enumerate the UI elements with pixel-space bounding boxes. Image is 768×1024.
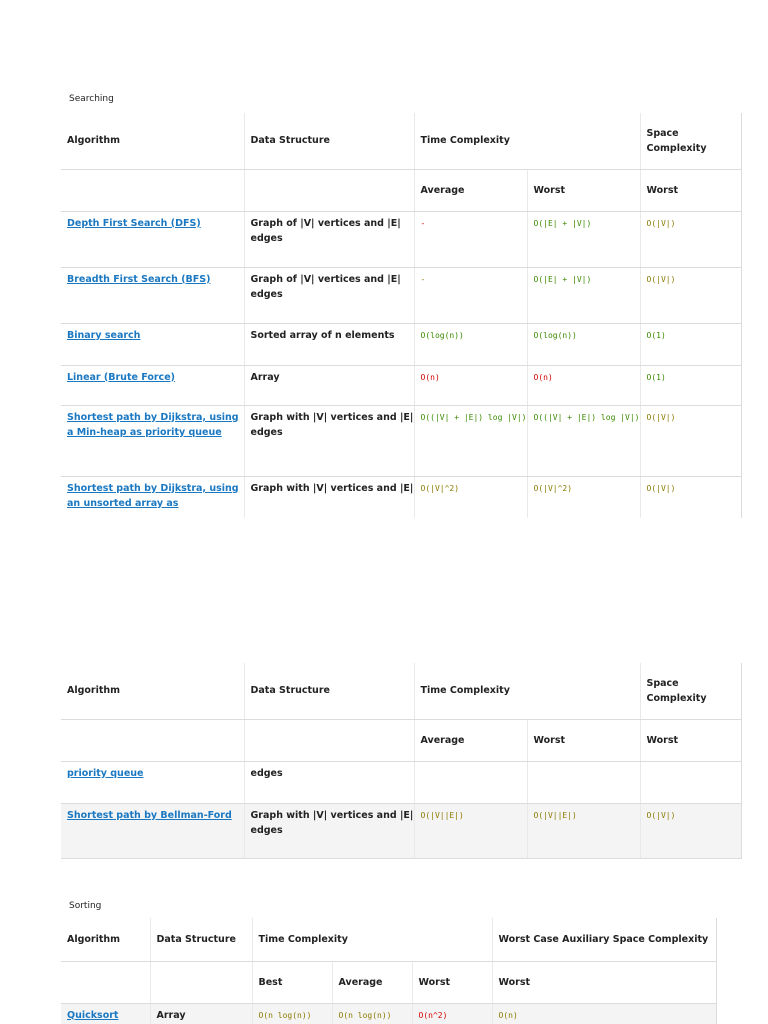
subheader-row	[61, 719, 741, 761]
space-complexity: O(|V|)	[646, 412, 676, 422]
sorting-caption: Sorting	[69, 901, 102, 911]
subheader-average: Average	[414, 719, 527, 761]
subheader-empty	[61, 719, 244, 761]
average-complexity: O(n log(n))	[338, 1010, 392, 1020]
sorting-table-viewport	[0, 918, 768, 1024]
worst-complexity: O(|V|^2)	[533, 483, 573, 493]
average-complexity: O(|V||E|)	[420, 810, 464, 820]
data-structure-cell: edges	[244, 761, 414, 803]
searching-caption: Searching	[69, 94, 114, 104]
header-time-complexity: Time Complexity	[414, 113, 640, 169]
subheader-space-worst: Worst	[640, 719, 741, 761]
algorithm-link[interactable]: Shortest path by Dijkstra, using an unsorted array as	[67, 482, 239, 509]
data-structure-cell: Array	[150, 1003, 252, 1024]
searching-table	[61, 113, 742, 518]
algorithm-link[interactable]: Breadth First Search (BFS)	[67, 273, 211, 285]
table-row	[61, 267, 741, 323]
subheader-empty	[244, 169, 414, 211]
header-algorithm: Algorithm	[61, 113, 244, 169]
space-complexity: O(|V|)	[646, 810, 676, 820]
header-space-complexity: Worst Case Auxiliary Space Complexity	[492, 918, 716, 961]
subheader-row	[61, 169, 741, 211]
subheader-worst: Worst	[527, 719, 640, 761]
algorithm-link[interactable]: Depth First Search (DFS)	[67, 217, 201, 229]
sorting-table	[61, 918, 717, 1024]
space-complexity: O(|V|)	[646, 274, 676, 284]
table-row	[61, 761, 741, 803]
header-row	[61, 113, 741, 169]
header-data-structure: Data Structure	[244, 113, 414, 169]
worst-complexity: O(log(n))	[533, 330, 577, 340]
subheader-average: Average	[414, 169, 527, 211]
data-structure-cell: Graph with |V| vertices and |E| edges	[244, 405, 414, 476]
worst-complexity: O(|E| + |V|)	[533, 274, 592, 284]
algorithm-link[interactable]: Shortest path by Bellman-Ford	[67, 809, 232, 821]
worst-complexity: O((|V| + |E|) log |V|)	[533, 412, 640, 422]
subheader-space-worst: Worst	[492, 961, 716, 1003]
algorithm-link[interactable]: Quicksort	[67, 1009, 119, 1021]
header-time-complexity: Time Complexity	[414, 663, 640, 719]
algorithm-link[interactable]: Linear (Brute Force)	[67, 371, 175, 383]
header-data-structure: Data Structure	[244, 663, 414, 719]
worst-complexity: O(n)	[533, 372, 553, 382]
table-row	[61, 405, 741, 476]
header-algorithm: Algorithm	[61, 663, 244, 719]
average-complexity: -	[420, 218, 426, 228]
header-row	[61, 918, 716, 961]
table-row	[61, 1003, 716, 1024]
space-complexity: O(1)	[646, 330, 666, 340]
worst-complexity: O(n^2)	[418, 1010, 448, 1020]
subheader-empty	[150, 961, 252, 1003]
subheader-worst: Worst	[412, 961, 492, 1003]
subheader-space-worst: Worst	[640, 169, 741, 211]
data-structure-cell: Array	[244, 365, 414, 405]
data-structure-cell: Graph of |V| vertices and |E| edges	[244, 211, 414, 267]
subheader-best: Best	[252, 961, 332, 1003]
table-row	[61, 323, 741, 365]
space-complexity: O(1)	[646, 372, 666, 382]
searching-table-viewport	[0, 113, 768, 518]
data-structure-cell: Graph with |V| vertices and |E|	[244, 476, 414, 518]
data-structure-cell: Sorted array of n elements	[244, 323, 414, 365]
subheader-empty	[61, 961, 150, 1003]
header-row	[61, 663, 741, 719]
subheader-average: Average	[332, 961, 412, 1003]
subheader-empty	[244, 719, 414, 761]
header-space-complexity: Space Complexity	[640, 663, 741, 719]
best-complexity: O(n log(n))	[258, 1010, 312, 1020]
algorithm-link[interactable]: Binary search	[67, 329, 141, 341]
header-space-complexity: Space Complexity	[640, 113, 741, 169]
algorithm-link[interactable]: priority queue	[67, 767, 144, 779]
average-complexity: O(n)	[420, 372, 440, 382]
data-structure-cell: Graph with |V| vertices and |E| edges	[244, 803, 414, 858]
space-complexity: O(|V|)	[646, 218, 676, 228]
average-complexity: O(|V|^2)	[420, 483, 460, 493]
header-data-structure: Data Structure	[150, 918, 252, 961]
subheader-empty	[61, 169, 244, 211]
data-structure-cell: Graph of |V| vertices and |E| edges	[244, 267, 414, 323]
table-row	[61, 476, 741, 518]
average-complexity: -	[420, 274, 426, 284]
subheader-row	[61, 961, 716, 1003]
table-row	[61, 365, 741, 405]
worst-complexity: O(|V||E|)	[533, 810, 577, 820]
header-algorithm: Algorithm	[61, 918, 150, 961]
table-row	[61, 803, 741, 858]
algorithm-link[interactable]: Shortest path by Dijkstra, using a Min-heap as priority queue	[67, 411, 239, 438]
header-time-complexity: Time Complexity	[252, 918, 492, 961]
worst-complexity: O(|E| + |V|)	[533, 218, 592, 228]
subheader-worst: Worst	[527, 169, 640, 211]
average-complexity: O(log(n))	[420, 330, 464, 340]
table-row	[61, 211, 741, 267]
searching-continued-table	[61, 663, 742, 859]
average-complexity: O((|V| + |E|) log |V|)	[420, 412, 527, 422]
space-complexity: O(|V|)	[646, 483, 676, 493]
space-complexity: O(n)	[498, 1010, 518, 1020]
